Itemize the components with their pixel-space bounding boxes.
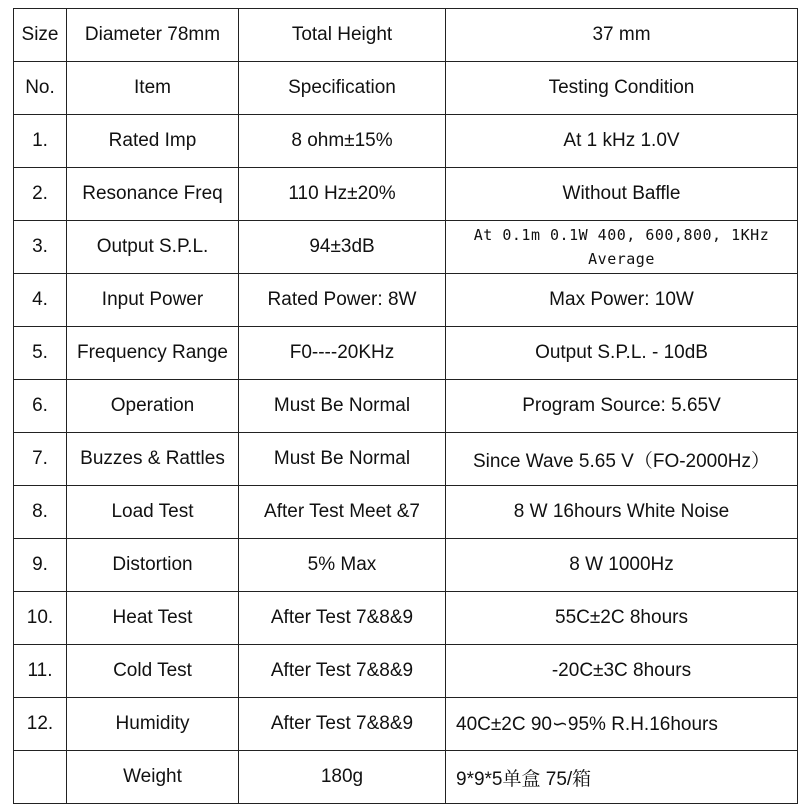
row-no: 1.	[14, 115, 67, 168]
row-condition: -20C±3C 8hours	[446, 645, 798, 698]
row-spec: 110 Hz±20%	[239, 168, 446, 221]
condition-line-1: At 0.1m 0.1W 400, 600,800, 1KHz	[473, 226, 770, 244]
row-condition: Program Source: 5.65V	[446, 380, 798, 433]
row-spec: 8 ohm±15%	[239, 115, 446, 168]
row-no: 2.	[14, 168, 67, 221]
table-row	[14, 592, 798, 645]
table-row	[14, 486, 798, 539]
row-item: Resonance Freq	[67, 168, 239, 221]
weight-value: 180g	[239, 751, 446, 804]
diameter-cell: Diameter 78mm	[67, 9, 239, 62]
row-no: 11.	[14, 645, 67, 698]
row-spec: 94±3dB	[239, 221, 446, 274]
row-condition: At 1 kHz 1.0V	[446, 115, 798, 168]
packing-info: 9*9*5单盒 75/箱	[446, 751, 798, 804]
table-row	[14, 168, 798, 221]
row-item: Frequency Range	[67, 327, 239, 380]
total-height-label: Total Height	[239, 9, 446, 62]
row-spec: After Test 7&8&9	[239, 645, 446, 698]
row-no: 9.	[14, 539, 67, 592]
row-condition: 8 W 1000Hz	[446, 539, 798, 592]
row-item: Cold Test	[67, 645, 239, 698]
row-condition: 40C±2C 90∽95% R.H.16hours	[446, 698, 798, 751]
row-condition: Max Power: 10W	[446, 274, 798, 327]
row-spec: F0----20KHz	[239, 327, 446, 380]
row-item: Buzzes & Rattles	[67, 433, 239, 486]
weight-no	[14, 751, 67, 804]
table-row	[14, 221, 798, 274]
row-spec: After Test 7&8&9	[239, 592, 446, 645]
table-row	[14, 115, 798, 168]
row-no: 8.	[14, 486, 67, 539]
header-item: Item	[67, 62, 239, 115]
header-specification: Specification	[239, 62, 446, 115]
row-item: Load Test	[67, 486, 239, 539]
table-row	[14, 645, 798, 698]
row-item: Humidity	[67, 698, 239, 751]
size-row	[14, 9, 798, 62]
row-spec: After Test Meet &7	[239, 486, 446, 539]
row-item: Input Power	[67, 274, 239, 327]
row-spec: Must Be Normal	[239, 433, 446, 486]
weight-row	[14, 751, 798, 804]
weight-label: Weight	[67, 751, 239, 804]
row-spec: 5% Max	[239, 539, 446, 592]
row-no: 7.	[14, 433, 67, 486]
table-row	[14, 274, 798, 327]
row-condition	[446, 221, 798, 274]
header-no: No.	[14, 62, 67, 115]
row-spec: Rated Power: 8W	[239, 274, 446, 327]
table-row	[14, 380, 798, 433]
header-row	[14, 62, 798, 115]
size-label: Size	[14, 9, 67, 62]
spec-table	[13, 8, 798, 804]
table-row	[14, 539, 798, 592]
row-item: Distortion	[67, 539, 239, 592]
row-item: Output S.P.L.	[67, 221, 239, 274]
table-row	[14, 327, 798, 380]
row-condition: 8 W 16hours White Noise	[446, 486, 798, 539]
row-spec: After Test 7&8&9	[239, 698, 446, 751]
row-item: Heat Test	[67, 592, 239, 645]
row-spec: Must Be Normal	[239, 380, 446, 433]
row-item: Operation	[67, 380, 239, 433]
row-no: 12.	[14, 698, 67, 751]
row-no: 5.	[14, 327, 67, 380]
row-condition: Output S.P.L. - 10dB	[446, 327, 798, 380]
row-condition: 55C±2C 8hours	[446, 592, 798, 645]
table-row	[14, 433, 798, 486]
header-testing-condition: Testing Condition	[446, 62, 798, 115]
table-row	[14, 698, 798, 751]
row-no: 4.	[14, 274, 67, 327]
row-condition: Since Wave 5.65 V（FO-2000Hz）	[446, 433, 798, 486]
row-item: Rated Imp	[67, 115, 239, 168]
row-no: 10.	[14, 592, 67, 645]
row-no: 6.	[14, 380, 67, 433]
total-height-value: 37 mm	[446, 9, 798, 62]
condition-line-2: Average	[588, 250, 655, 268]
row-condition: Without Baffle	[446, 168, 798, 221]
row-no: 3.	[14, 221, 67, 274]
